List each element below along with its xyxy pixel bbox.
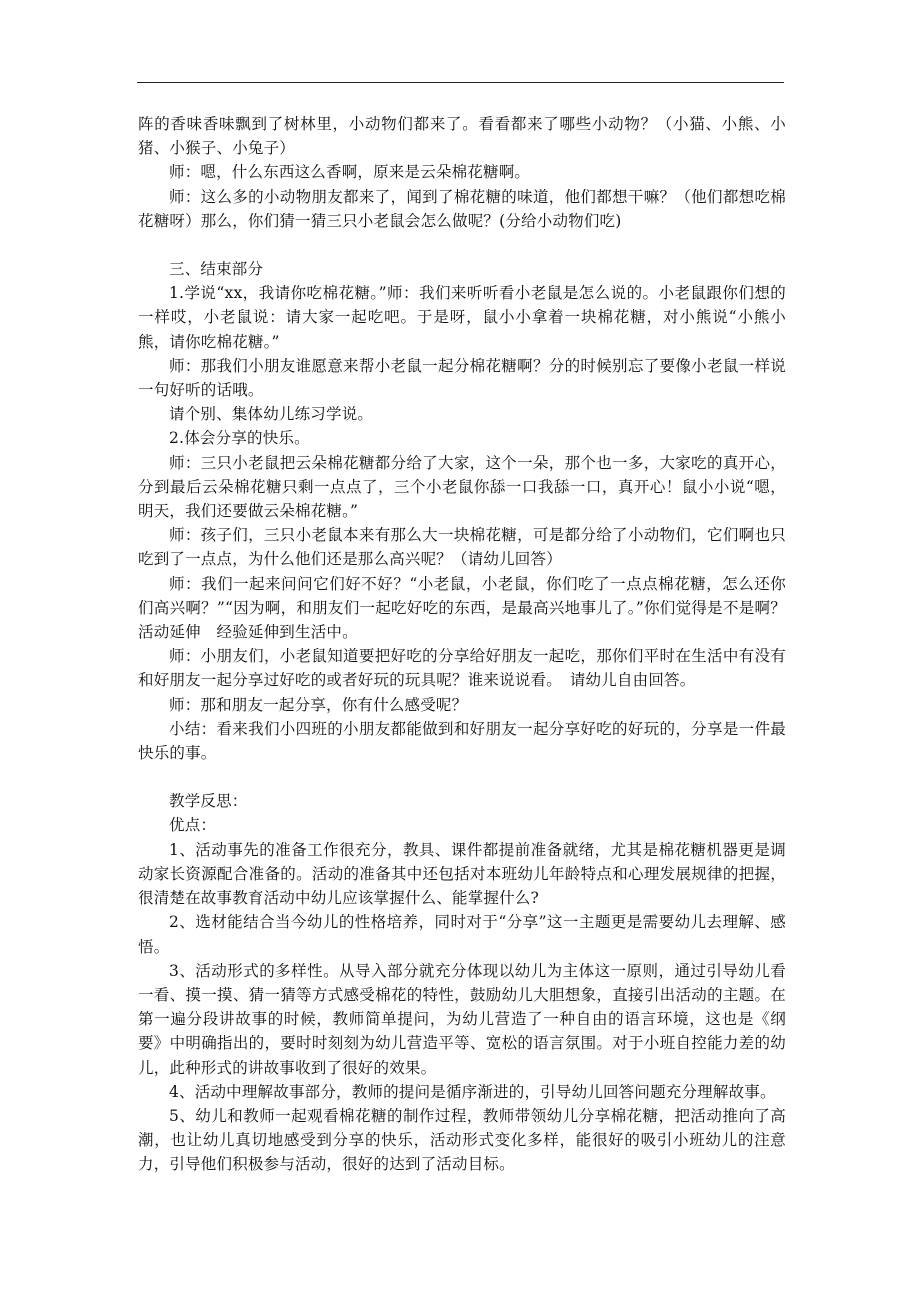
paragraph-gap [138, 233, 786, 257]
paragraph: 4、活动中理解故事部分，教师的提问是循序渐进的，引导幼儿回答问题充分理解故事。 [169, 1082, 776, 1101]
paragraph: 3、活动形式的多样性。从导入部分就充分体现以幼儿为主体这一原则，通过引导幼儿看一看、摸一摸、猜一猜等方式感受棉花的特性，鼓励幼儿大胆想象，直接引出活动的主题。在第一遍分段讲故事的时候，教师简单提问，为幼儿营造了一种自由的语言环境，这也是《纲要》中明确指出的，要时时刻刻为幼儿营造平等、宽松的语言氛围。对于小班自控能力差的幼儿，此种形式的讲故事收到了很好的效果。 [138, 961, 786, 1077]
paragraph: 师：这么多的小动物朋友都来了，闻到了棉花糖的味道，他们都想干嘛？（他们都想吃棉花糖呀）那么，你们猜一猜三只小老鼠会怎么做呢？(分给小动物们吃) [138, 187, 786, 230]
paragraph: 请个别、集体幼儿练习学说。 [169, 405, 374, 424]
paragraph: 1、活动事先的准备工作很充分，教具、课件都提前准备就绪，尤其是棉花糖机器更是调动家长资源配合准备的。活动的准备其中还包括对本班幼儿年龄特点和心理发展规律的把握，很清楚在故事教育活动中幼儿应该掌握什么、能掌握什么? [138, 840, 786, 908]
paragraph-gap [138, 765, 786, 789]
paragraph: 师：嗯，什么东西这么香啊，原来是云朵棉花糖啊。 [169, 163, 531, 182]
paragraph: 优点： [169, 816, 217, 835]
document-body [138, 112, 802, 1177]
header-rule [137, 82, 784, 83]
paragraph: 师：我们一起来问问它们好不好？“小老鼠，小老鼠，你们吃了一点点棉花糖，怎么还你们高兴啊？”“因为啊，和朋友们一起吃好吃的东西，是最高兴地事儿了。”你们觉得是不是啊？ 活动延伸 经验延伸到生活中。 [138, 574, 802, 642]
paragraph: 师：那我们小朋友谁愿意来帮小老鼠一起分棉花糖啊？分的时候别忘了要像小老鼠一样说一句好听的话哦。 [138, 356, 786, 400]
paragraph: 1.学说“xx，我请你吃棉花糖。”师：我们来听听看小老鼠是怎么说的。小老鼠跟你们想的一样哎，小老鼠说：请大家一起吃吧。于是呀，鼠小小拿着一块棉花糖，对小熊说“小熊小熊，请你吃棉花糖。” [138, 284, 786, 351]
paragraph: 师：小朋友们，小老鼠知道要把好吃的分享给好朋友一起吃，那你们平时在生活中有没有和好朋友一起分享过好吃的或者好玩的玩具呢？谁来说说看。 请幼儿自由回答。 [138, 647, 786, 690]
paragraph: 教学反思： [169, 792, 248, 811]
paragraph: 2、选材能结合当今幼儿的性格培养，同时对于“分享”这一主题更是需要幼儿去理解、感悟。 [138, 913, 786, 956]
paragraph: 师：那和朋友一起分享，你有什么感受呢？ [169, 695, 468, 714]
paragraph: 师：孩子们，三只小老鼠本来有那么大一块棉花糖，可是都分给了小动物们，它们啊也只吃到了一点点，为什么他们还是那么高兴呢？（请幼儿回答） [138, 526, 786, 569]
paragraph: 2.体会分享的快乐。 [169, 429, 310, 448]
paragraph: 三、结束部分 [169, 260, 264, 279]
paragraph: 师：三只小老鼠把云朵棉花糖都分给了大家，这个一朵，那个也一多，大家吃的真开心，分到最后云朵棉花糖只剩一点点了，三个小老鼠你舔一口我舔一口，真开心！鼠小小说“嗯，明天，我们还要做云朵棉花糖。” [138, 453, 786, 521]
paragraph: 阵的香味香味飘到了树林里，小动物们都来了。看看都来了哪些小动物？（小猫、小熊、小猪、小猴子、小兔子） [138, 115, 786, 158]
paragraph: 5、幼儿和教师一起观看棉花糖的制作过程，教师带领幼儿分享棉花糖，把活动推向了高潮，也让幼儿真切地感受到分享的快乐，活动形式变化多样，能很好的吸引小班幼儿的注意力，引导他们积极参与活动，很好的达到了活动目标。 [138, 1106, 786, 1174]
paragraph: 小结：看来我们小四班的小朋友都能做到和好朋友一起分享好吃的好玩的，分享是一件最快乐的事。 [138, 719, 786, 763]
